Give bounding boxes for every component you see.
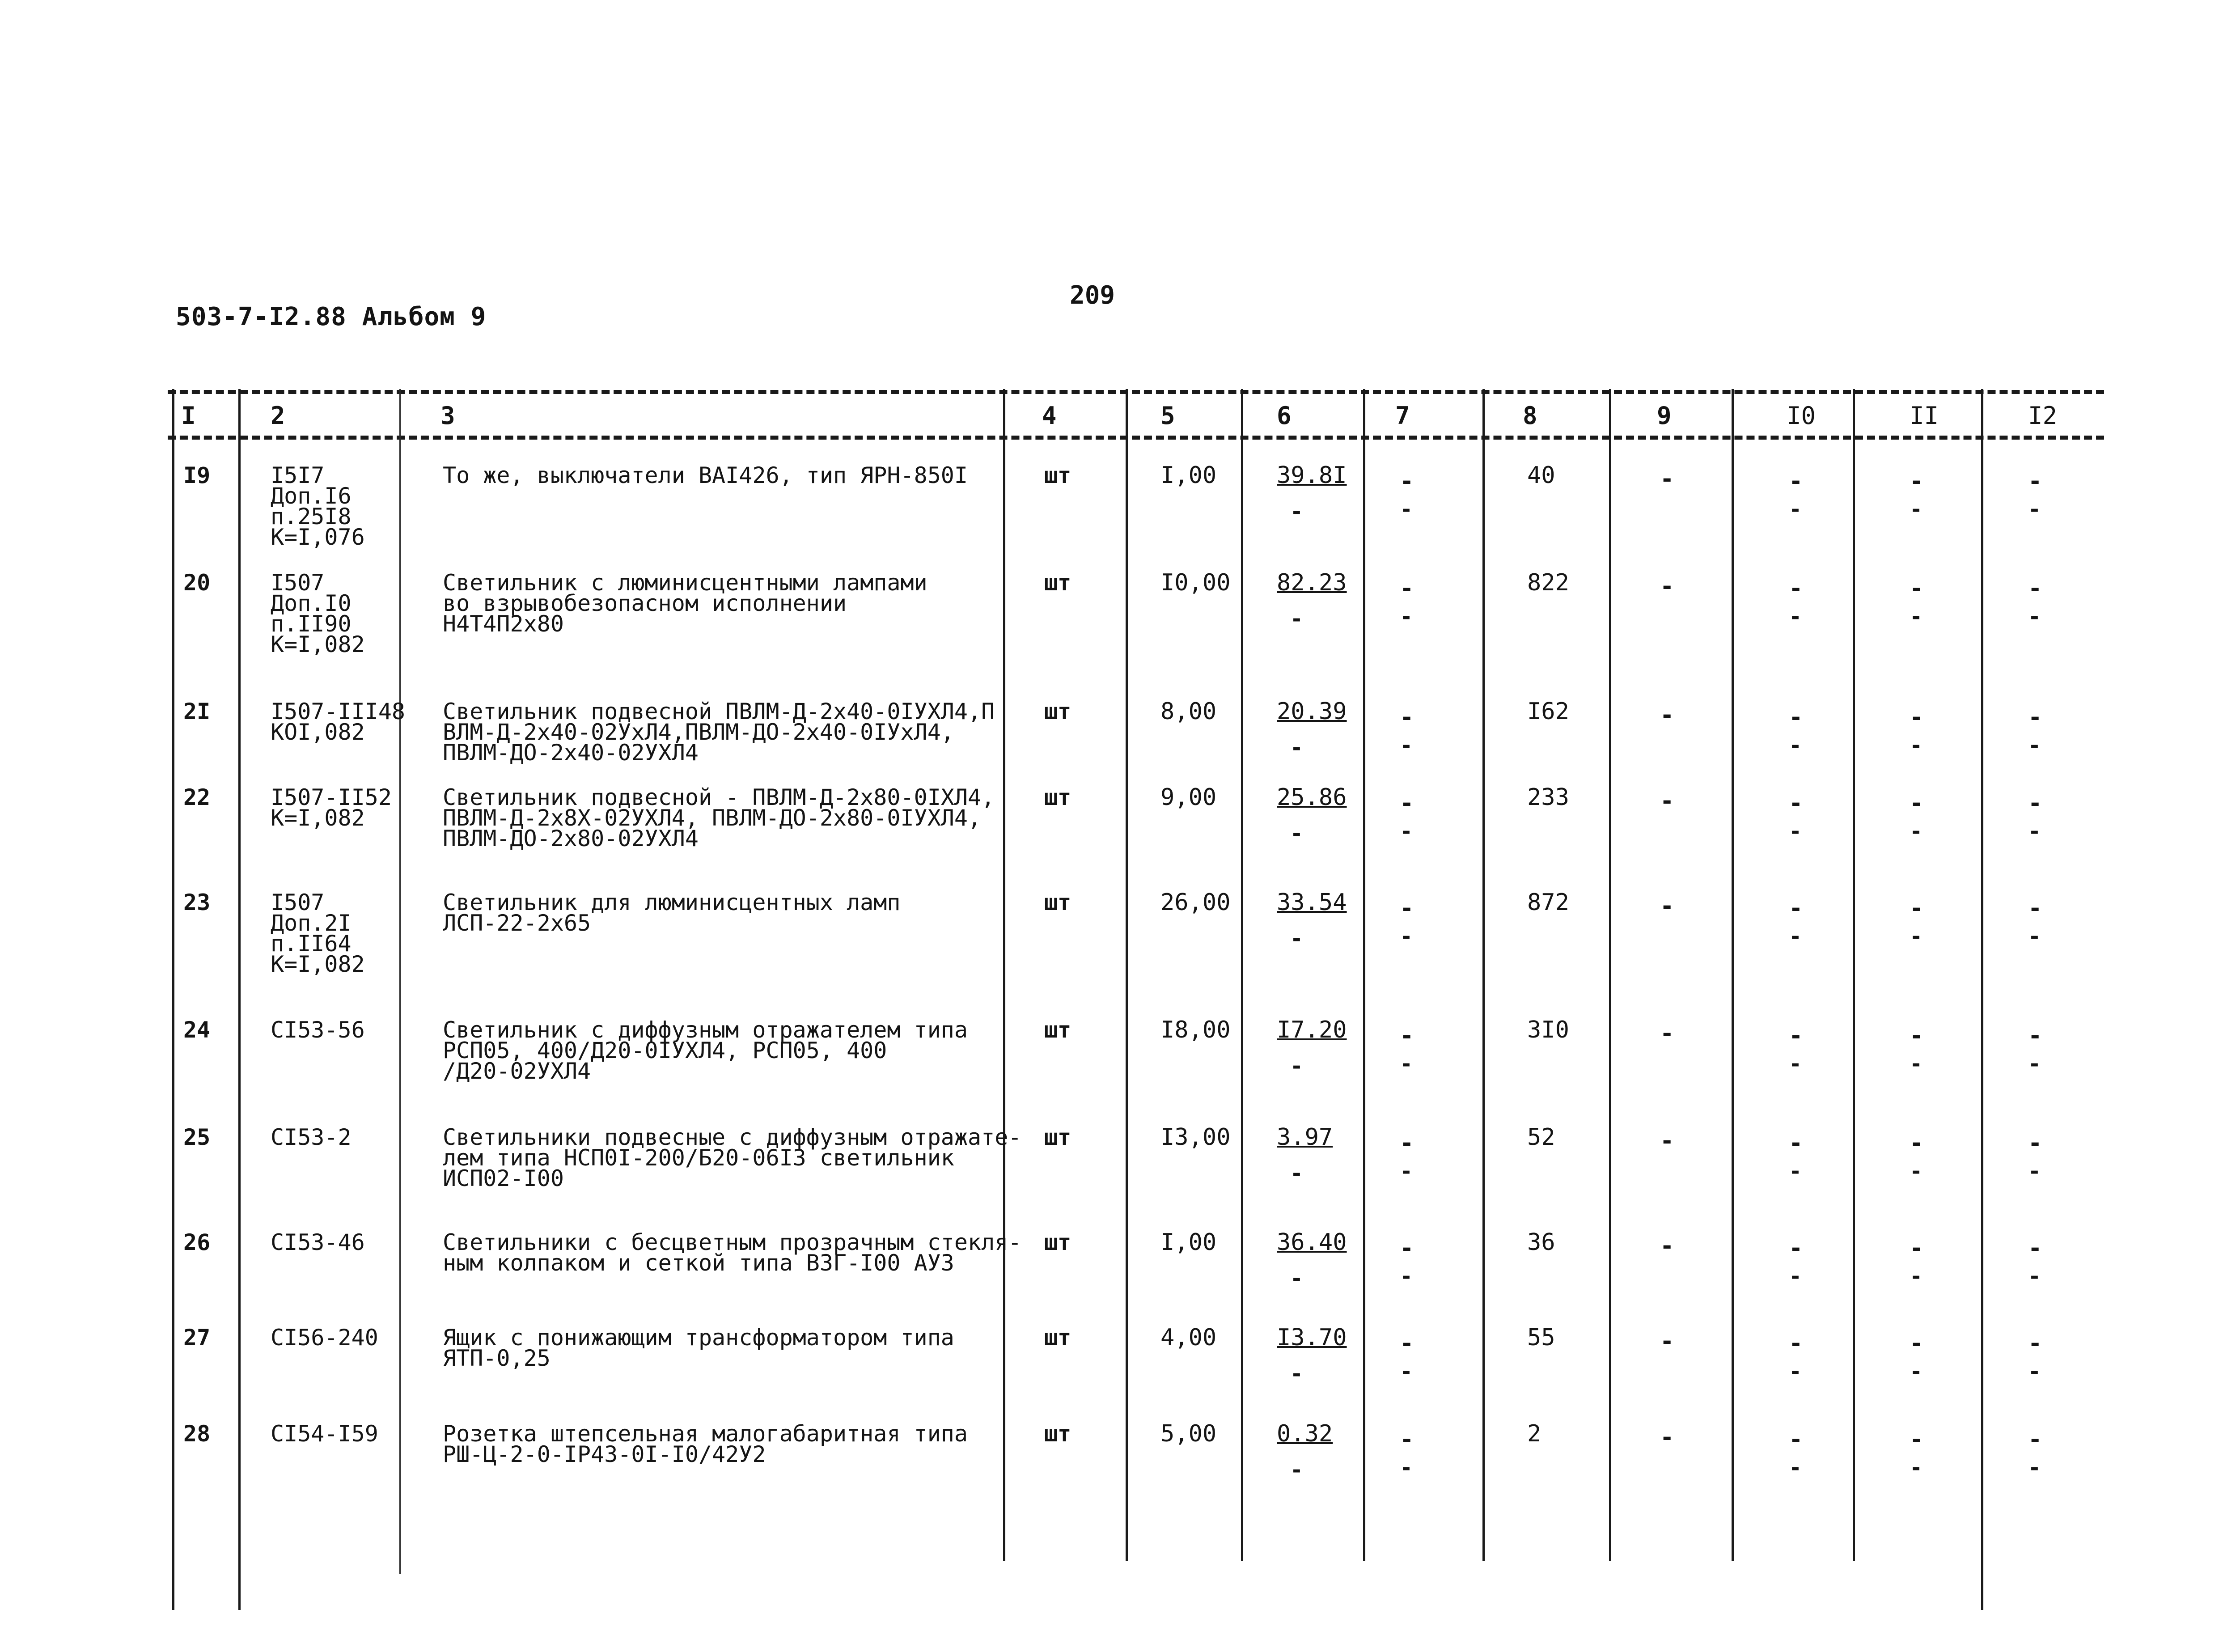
col10-cell: - [1789,790,1803,817]
resource-code: I507 Доп.I0 п.II90 К=I,082 [271,570,365,657]
col11-sub-dash: - [1910,819,1923,844]
unit-cell: шт [1044,1325,1071,1351]
col12-sub-dash: - [2028,1051,2041,1076]
unit-cell: шт [1044,784,1071,810]
col7-cell: - [1400,1426,1414,1453]
item-name: Светильник с люминисцентными лампами во взрывобезопасном исполнении Н4Т4П2х80 [443,570,927,637]
col11-sub-dash: - [1910,1159,1923,1184]
price-sub-dash: - [1290,1361,1303,1386]
col12-cell: - [2028,895,2042,922]
col10-cell: - [1789,1426,1803,1453]
unit-cell: шт [1044,1229,1071,1255]
total-cell: 872 [1527,889,1569,916]
col11-sub-dash: - [1910,1455,1923,1480]
col9-cell: - [1660,1424,1674,1451]
price-sub-dash: - [1290,821,1303,846]
col7-cell: - [1400,1330,1414,1357]
col12-sub-dash: - [2028,1159,2041,1184]
row-number: 25 [183,1124,211,1150]
col12-cell: - [2028,1022,2042,1049]
item-name: Светильник для люминисцентных ламп ЛСП-22-2х65 [443,890,901,936]
col7-cell: - [1400,468,1414,495]
total-cell: 55 [1527,1324,1555,1351]
col11-sub-dash: - [1910,1051,1923,1076]
column-header-1: I [181,402,196,430]
column-header-7: 7 [1395,402,1410,430]
unit-cell: шт [1044,1017,1071,1043]
col10-sub-dash: - [1789,819,1802,844]
unit-price-cell: I3.70 [1277,1324,1347,1351]
column-divider [399,389,401,1574]
item-name: Ящик с понижающим трансформатором типа ЯТП-0,25 [443,1325,954,1371]
column-divider [1363,389,1365,1561]
price-sub-dash: - [1290,926,1303,951]
col12-sub-dash: - [2028,1264,2041,1289]
col11-cell: - [1910,575,1924,602]
unit-price-cell: 36.40 [1277,1229,1347,1256]
col7-sub-dash: - [1400,604,1413,629]
col10-sub-dash: - [1789,604,1802,629]
col9-cell: - [1660,1020,1674,1047]
col12-sub-dash: - [2028,924,2041,949]
col9-cell: - [1660,1233,1674,1259]
quantity-cell: 4,00 [1160,1324,1217,1351]
item-name: Светильник подвесной ПВЛМ-Д-2х40-0IУХЛ4,П ВЛМ-Д-2х40-02УхЛ4,ПВЛМ-ДО-2х40-0IУхЛ4, ПВЛМ-ДО-2х40-02УХЛ4 [443,699,995,766]
quantity-cell: I,00 [1160,462,1217,489]
col10-cell: - [1789,468,1803,495]
unit-price-cell: 20.39 [1277,698,1347,725]
col11-sub-dash: - [1910,1264,1923,1289]
row-number: 24 [183,1017,211,1043]
col11-sub-dash: - [1910,733,1923,758]
unit-price-cell: 25.86 [1277,784,1347,811]
resource-code: CI56-240 [271,1325,378,1351]
item-name: Светильник с диффузным отражателем типа РСП05, 400/Д20-0IУХЛ4, РСП05, 400 /Д20-02УХЛ4 [443,1017,968,1084]
col7-cell: - [1400,704,1414,731]
col10-cell: - [1789,1235,1803,1262]
unit-price-cell: 0.32 [1277,1420,1333,1447]
column-divider [1853,389,1855,1561]
col12-cell: - [2028,1426,2042,1453]
col11-cell: - [1910,468,1924,495]
col12-sub-dash: - [2028,1455,2041,1480]
total-cell: 36 [1527,1229,1555,1256]
col7-cell: - [1400,1130,1414,1156]
col11-cell: - [1910,790,1924,817]
resource-code: CI54-I59 [271,1421,378,1447]
col7-cell: - [1400,1235,1414,1262]
column-divider [1003,389,1005,1561]
col12-cell: - [2028,1235,2042,1262]
col11-cell: - [1910,704,1924,731]
col9-cell: - [1660,702,1674,729]
unit-cell: шт [1044,699,1071,724]
row-number: 2I [183,699,211,724]
col12-sub-dash: - [2028,497,2041,522]
col12-cell: - [2028,1330,2042,1357]
quantity-cell: I3,00 [1160,1124,1231,1151]
row-number: 27 [183,1325,211,1351]
col12-sub-dash: - [2028,1359,2041,1384]
unit-cell: шт [1044,1421,1071,1447]
col9-cell: - [1660,466,1674,492]
total-cell: 2 [1527,1420,1541,1447]
col10-sub-dash: - [1789,1359,1802,1384]
table-header-divider [168,436,2104,440]
col11-cell: - [1910,1330,1924,1357]
column-header-10: I0 [1787,402,1816,430]
price-sub-dash: - [1290,606,1303,631]
col12-sub-dash: - [2028,819,2041,844]
column-divider [238,389,241,1610]
col7-sub-dash: - [1400,924,1413,949]
page-header: 503-7-I2.88 Альбом 9 [176,302,487,331]
column-header-5: 5 [1160,402,1175,430]
col9-cell: - [1660,1127,1674,1154]
col11-sub-dash: - [1910,924,1923,949]
row-number: 26 [183,1229,211,1255]
total-cell: 822 [1527,569,1569,596]
col10-cell: - [1789,895,1803,922]
column-divider [1482,389,1485,1561]
unit-price-cell: 33.54 [1277,889,1347,916]
resource-code: CI53-46 [271,1229,365,1255]
row-number: 20 [183,570,211,596]
col10-cell: - [1789,1130,1803,1156]
column-header-9: 9 [1657,402,1672,430]
unit-cell: шт [1044,890,1071,915]
total-cell: 233 [1527,784,1569,811]
quantity-cell: 8,00 [1160,698,1217,725]
price-sub-dash: - [1290,1161,1303,1186]
column-divider [1126,389,1128,1561]
col10-sub-dash: - [1789,1159,1802,1184]
column-divider [1732,389,1734,1561]
col11-cell: - [1910,1130,1924,1156]
column-divider [1981,389,1983,1610]
row-number: 28 [183,1421,211,1447]
column-header-3: 3 [440,402,455,430]
col9-cell: - [1660,1328,1674,1355]
quantity-cell: 26,00 [1160,889,1231,916]
row-number: I9 [183,462,211,488]
col10-sub-dash: - [1789,497,1802,522]
item-name: Светильник подвесной - ПВЛМ-Д-2х80-0IХЛ4, ПВЛМ-Д-2х8Х-02УХЛ4, ПВЛМ-ДО-2х80-0IУХЛ4, ПВЛМ-ДО-2х80-02УХЛ4 [443,784,995,851]
col12-cell: - [2028,575,2042,602]
col7-sub-dash: - [1400,497,1413,522]
quantity-cell: 9,00 [1160,784,1217,811]
col7-cell: - [1400,1022,1414,1049]
col11-sub-dash: - [1910,604,1923,629]
column-header-4: 4 [1042,402,1057,430]
col11-cell: - [1910,1022,1924,1049]
col10-cell: - [1789,704,1803,731]
column-divider [172,389,174,1610]
col7-cell: - [1400,575,1414,602]
resource-code: I507-III48 КОI,082 [271,699,406,745]
unit-price-cell: I7.20 [1277,1017,1347,1043]
col12-cell: - [2028,790,2042,817]
table-top-border [168,390,2104,394]
col10-sub-dash: - [1789,924,1802,949]
col7-sub-dash: - [1400,1051,1413,1076]
unit-price-cell: 39.8I [1277,462,1347,489]
item-name: Светильники с бесцветным прозрачным стекля- ным колпаком и сеткой типа ВЗГ-I00 АУЗ [443,1229,1022,1276]
col9-cell: - [1660,788,1674,814]
column-header-12: I2 [2028,402,2058,430]
total-cell: 3I0 [1527,1017,1569,1043]
quantity-cell: I,00 [1160,1229,1217,1256]
quantity-cell: I0,00 [1160,569,1231,596]
item-name: То же, выключатели ВАI426, тип ЯРН-850I [443,462,968,488]
page-number: 209 [1070,281,1115,310]
col7-cell: - [1400,790,1414,817]
column-divider [1241,389,1243,1561]
col12-cell: - [2028,468,2042,495]
price-sub-dash: - [1290,499,1303,524]
col7-sub-dash: - [1400,733,1413,758]
price-sub-dash: - [1290,1457,1303,1483]
col11-cell: - [1910,1426,1924,1453]
col10-cell: - [1789,1022,1803,1049]
col12-cell: - [2028,1130,2042,1156]
price-sub-dash: - [1290,1266,1303,1291]
col10-sub-dash: - [1789,1455,1802,1480]
unit-cell: шт [1044,1124,1071,1150]
col10-cell: - [1789,575,1803,602]
resource-code: I5I7 Доп.I6 п.25I8 К=I,076 [271,462,365,550]
item-name: Светильники подвесные с диффузным отражате- лем типа НСП0I-200/Б20-06I3 светильник ИСП02-I00 [443,1124,1022,1191]
unit-cell: шт [1044,462,1071,488]
price-sub-dash: - [1290,1054,1303,1079]
col7-sub-dash: - [1400,1159,1413,1184]
col9-cell: - [1660,573,1674,600]
column-header-2: 2 [271,402,285,430]
col12-cell: - [2028,704,2042,731]
col11-cell: - [1910,1235,1924,1262]
resource-code: CI53-56 [271,1017,365,1043]
resource-code: CI53-2 [271,1124,351,1150]
price-sub-dash: - [1290,735,1303,760]
col10-sub-dash: - [1789,1264,1802,1289]
item-name: Розетка штепсельная малогабаритная типа РШ-Ц-2-0-IР43-0I-I0/42У2 [443,1421,968,1467]
quantity-cell: 5,00 [1160,1420,1217,1447]
col11-sub-dash: - [1910,1359,1923,1384]
col12-sub-dash: - [2028,604,2041,629]
col7-sub-dash: - [1400,1264,1413,1289]
col10-sub-dash: - [1789,733,1802,758]
total-cell: 52 [1527,1124,1555,1151]
col7-sub-dash: - [1400,1359,1413,1384]
total-cell: I62 [1527,698,1569,725]
col9-cell: - [1660,893,1674,919]
row-number: 22 [183,784,211,810]
col11-cell: - [1910,895,1924,922]
col12-sub-dash: - [2028,733,2041,758]
column-header-11: II [1910,402,1939,430]
unit-price-cell: 82.23 [1277,569,1347,596]
resource-code: I507 Доп.2I п.II64 К=I,082 [271,890,365,977]
col7-sub-dash: - [1400,819,1413,844]
column-header-8: 8 [1523,402,1537,430]
col7-cell: - [1400,895,1414,922]
col11-sub-dash: - [1910,497,1923,522]
unit-price-cell: 3.97 [1277,1124,1333,1151]
resource-code: I507-II52 К=I,082 [271,784,392,831]
unit-cell: шт [1044,570,1071,596]
col7-sub-dash: - [1400,1455,1413,1480]
total-cell: 40 [1527,462,1555,489]
quantity-cell: I8,00 [1160,1017,1231,1043]
column-divider [1609,389,1611,1561]
col10-cell: - [1789,1330,1803,1357]
row-number: 23 [183,890,211,915]
col10-sub-dash: - [1789,1051,1802,1076]
column-header-6: 6 [1277,402,1292,430]
